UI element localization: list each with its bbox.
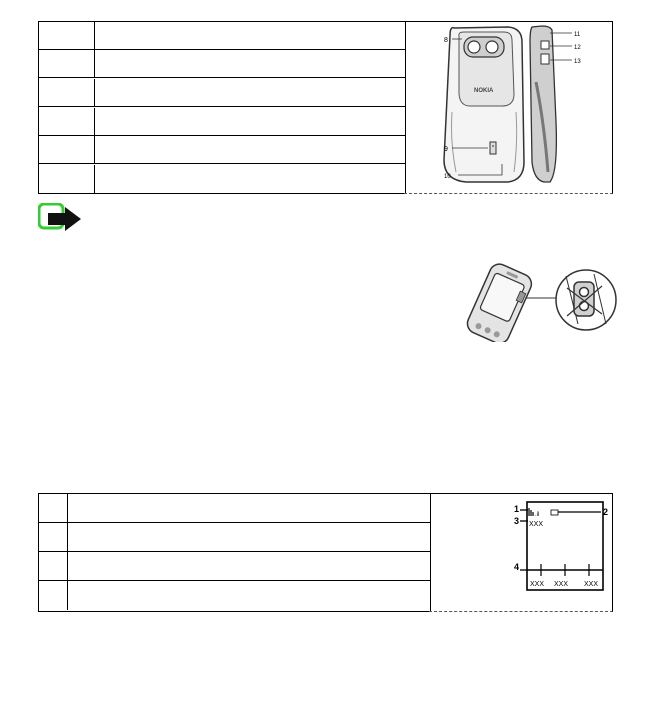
indicator-description-cell	[69, 581, 430, 610]
display-indicators-table	[38, 493, 614, 613]
table-row	[39, 79, 405, 107]
table-row	[39, 581, 430, 610]
callout-label: 1	[514, 504, 520, 514]
indicator-description-cell	[69, 523, 430, 551]
callout-label: 8	[444, 37, 448, 44]
operator-name: XXX	[529, 521, 544, 528]
table-row	[39, 552, 430, 581]
indicator-number-cell	[39, 494, 68, 522]
callout-label: 10	[444, 174, 451, 180]
part-number-cell	[39, 50, 95, 77]
part-number-cell	[39, 108, 95, 135]
phone-zoom-illustration	[458, 262, 618, 342]
part-description-cell	[96, 50, 405, 77]
callout-label: 3	[514, 516, 520, 526]
callout-label: 4	[514, 562, 520, 572]
indicator-number-cell	[39, 552, 68, 580]
indicator-number-cell	[39, 523, 68, 551]
callout-label: 13	[574, 59, 581, 65]
phone-back-illustration-cell	[404, 21, 613, 194]
part-description-cell	[96, 22, 405, 49]
svg-text:.il: .il	[535, 512, 540, 518]
table-row	[39, 108, 405, 136]
part-description-cell	[96, 79, 405, 106]
indicator-number-cell	[39, 581, 68, 610]
phone-back-illustration	[404, 22, 612, 193]
callout-label: 12	[574, 45, 581, 51]
table-row	[39, 523, 430, 552]
note-arrow-icon	[38, 203, 82, 233]
part-number-cell	[39, 79, 95, 106]
standby-screen-illustration-cell	[429, 493, 613, 612]
table-row	[39, 50, 405, 78]
table-row	[39, 22, 405, 50]
part-number-cell	[39, 136, 95, 163]
parts-table-back	[38, 21, 614, 194]
parts-table-grid	[38, 21, 406, 194]
table-row	[39, 494, 430, 523]
indicators-table-grid	[38, 493, 431, 612]
callout-label: 9	[444, 146, 448, 153]
part-number-cell	[39, 165, 95, 193]
middle-softkey-label: XXX	[554, 581, 569, 588]
part-description-cell	[96, 165, 405, 193]
callout-label: 2	[603, 507, 609, 517]
standby-screen-illustration	[429, 494, 612, 611]
indicator-description-cell	[69, 552, 430, 580]
left-softkey-label: XXX	[530, 581, 545, 588]
table-row	[39, 136, 405, 164]
table-row	[39, 165, 405, 193]
brand-logo-text: NOKIA	[474, 88, 494, 94]
part-number-cell	[39, 22, 95, 49]
part-description-cell	[96, 136, 405, 163]
callout-label: 11	[574, 32, 581, 38]
indicator-description-cell	[69, 494, 430, 522]
right-softkey-label: XXX	[584, 581, 599, 588]
part-description-cell	[96, 108, 405, 135]
